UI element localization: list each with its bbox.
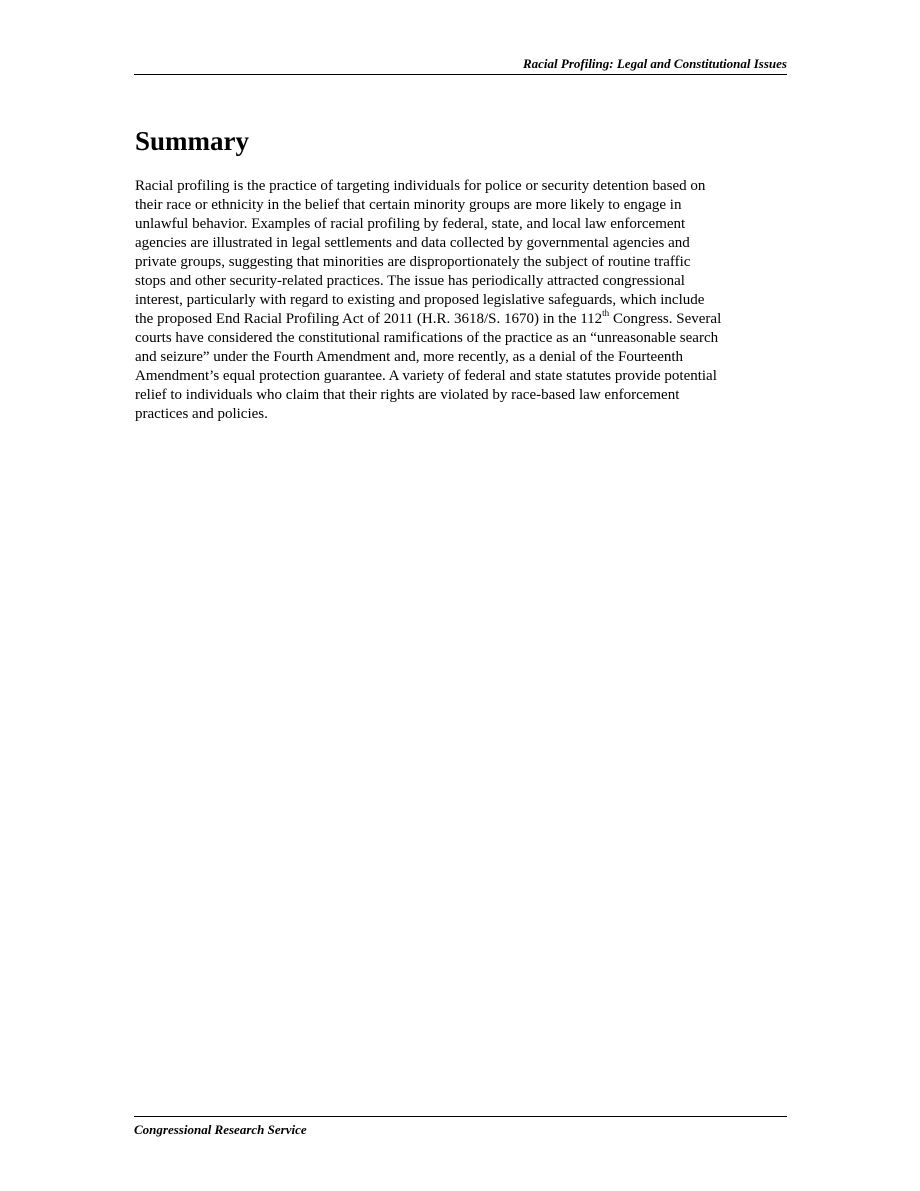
summary-line-tail: Congress. Several (609, 311, 722, 327)
section-heading: Summary (135, 126, 249, 156)
summary-line: relief to individuals who claim that their rights are violated by race-based law enforcement (135, 387, 680, 403)
summary-paragraph (135, 177, 795, 424)
summary-line-with-superscript (135, 310, 795, 329)
summary-line: interest, particularly with regard to existing and proposed legislative safeguards, which include (135, 292, 705, 308)
summary-line: courts have considered the constitutional ramifications of the practice as an “unreasonable search (135, 330, 719, 346)
summary-line-text: the proposed End Racial Profiling Act of 2011 (H.R. 3618/S. 1670) in the 112 (135, 311, 603, 327)
summary-line: agencies are illustrated in legal settlements and data collected by governmental agencies and (135, 235, 690, 251)
summary-line: practices and policies. (135, 406, 268, 422)
summary-line: stops and other security-related practices. The issue has periodically attracted congressional (135, 273, 685, 289)
footer-organization: Congressional Research Service (134, 1122, 307, 1137)
summary-line: and seizure” under the Fourth Amendment and, more recently, as a denial of the Fourteenth (135, 349, 684, 365)
running-header-title: Racial Profiling: Legal and Constitutional Issues (522, 56, 787, 71)
summary-line: Racial profiling is the practice of targeting individuals for police or security detention based on (135, 178, 706, 194)
summary-line: unlawful behavior. Examples of racial profiling by federal, state, and local law enforcement (135, 216, 686, 232)
summary-line: Amendment’s equal protection guarantee. A variety of federal and state statutes provide potential (135, 368, 717, 384)
summary-line: private groups, suggesting that minorities are disproportionately the subject of routine traffic (135, 254, 691, 270)
summary-line: their race or ethnicity in the belief that certain minority groups are more likely to engage in (135, 197, 682, 213)
running-footer (134, 1116, 787, 1138)
ordinal-superscript: th (602, 308, 610, 318)
running-header (134, 56, 787, 75)
